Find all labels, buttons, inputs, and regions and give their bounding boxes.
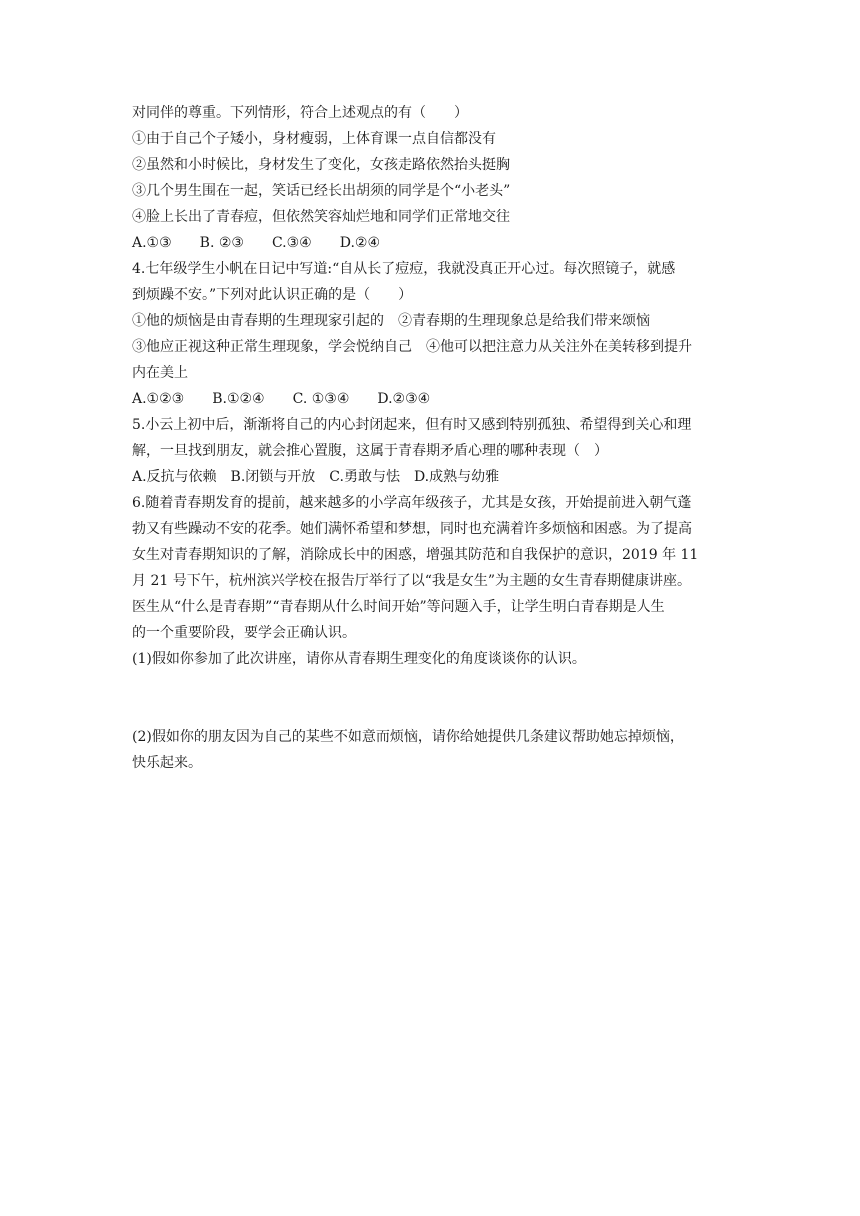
- q4-choices: A.①②③ B.①②④ C. ①③④ D.②③④: [132, 391, 431, 407]
- q3-choices: A.①③ B. ②③ C.③④ D.②④: [132, 235, 380, 251]
- worksheet-page: [132, 100, 732, 776]
- q3-option-2: ②虽然和小时候比，身材发生了变化，女孩走路依然抬头挺胸: [132, 157, 510, 173]
- q6-passage-line-6: 的一个重要阶段，要学会正确认识。: [132, 625, 356, 641]
- q6-passage-line-2: 勃又有些躁动不安的花季。她们满怀希望和梦想，同时也充满着许多烦恼和困惑。为了提高: [132, 521, 692, 537]
- q4-stem-line-2: 到烦躁不安。”下列对此认识正确的是（ ）: [132, 287, 413, 303]
- q4-options-line-3: 内在美上: [132, 365, 188, 381]
- q5-stem-line-2: 解，一旦找到朋友，就会推心置腹，这属于青春期矛盾心理的哪种表现（ ）: [132, 443, 608, 459]
- q4-options-line-2: ③他应正视这种正常生理现象，学会悦纳自己 ④他可以把注意力从关注外在美转移到提升: [132, 339, 692, 355]
- q4-stem-line-1: 4.七年级学生小帆在日记中写道:“自从长了痘痘，我就没真正开心过。每次照镜子，就感: [132, 261, 676, 277]
- q3-option-4: ④脸上长出了青春痘，但依然笑容灿烂地和同学们正常地交往: [132, 209, 510, 225]
- q6-passage-line-1: 6.随着青春期发育的提前，越来越多的小学高年级孩子，尤其是女孩，开始提前进入朝气蓬: [132, 495, 692, 511]
- q6-subquestion-2-line-1: (2)假如你的朋友因为自己的某些不如意而烦恼，请你给她提供几条建议帮助她忘掉烦恼，: [132, 729, 684, 745]
- q6-passage-line-3: 女生对青春期知识的了解，消除成长中的困惑，增强其防范和自我保护的意识，2019 年 11: [132, 547, 699, 563]
- q6-passage-line-4: 月 21 号下午，杭州滨兴学校在报告厅举行了以“我是女生”为主题的女生青春期健康讲座。: [132, 573, 692, 589]
- q4-options-line-1: ①他的烦恼是由青春期的生理现家引起的 ②青春期的生理现象总是给我们带来颂恼: [132, 313, 650, 329]
- q6-subquestion-1: (1)假如你参加了此次讲座，请你从青春期生理变化的角度谈谈你的认识。: [132, 651, 586, 667]
- q3-option-3: ③几个男生围在一起，笑话已经长出胡须的同学是个“小老头”: [132, 183, 511, 199]
- q5-stem-line-1: 5.小云上初中后，渐渐将自己的内心封闭起来，但有时又感到特别孤独、希望得到关心和理: [132, 417, 692, 433]
- q3-option-1: ①由于自己个子矮小，身材瘦弱，上体育课一点自信都没有: [132, 131, 496, 147]
- answer-space: [132, 672, 732, 724]
- q5-choices: A.反抗与依赖 B.闭锁与开放 C.勇敢与怯 D.成熟与幼雅: [132, 469, 500, 485]
- q3-stem-tail: 对同伴的尊重。下列情形，符合上述观点的有（ ）: [132, 105, 468, 121]
- q6-subquestion-2-line-2: 快乐起来。: [132, 755, 202, 771]
- q6-passage-line-5: 医生从“什么是青春期”“青春期从什么时间开始”等问题入手，让学生明白青春期是人生: [132, 599, 665, 615]
